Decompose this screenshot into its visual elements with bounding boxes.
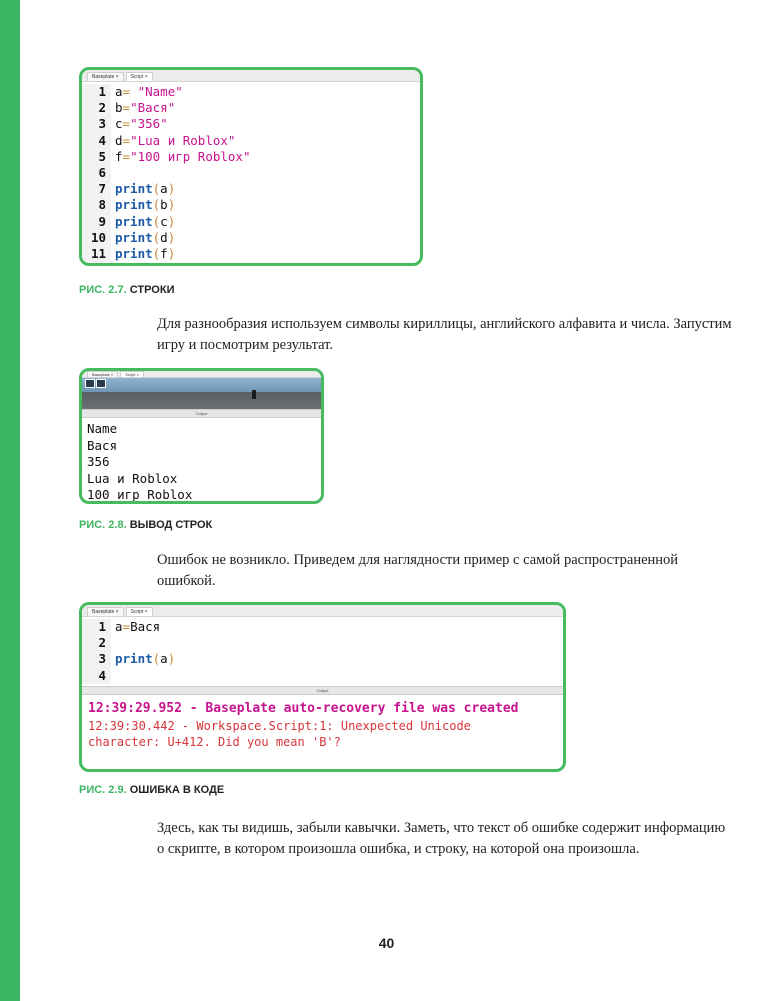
output-line: Вася [87, 437, 118, 453]
code-line[interactable] [82, 116, 420, 132]
code-text [111, 133, 235, 149]
code-line[interactable] [82, 133, 420, 149]
figure-title: СТРОКИ [129, 284, 175, 296]
code-token: "Вася" [130, 100, 176, 116]
code-token: f [115, 148, 123, 164]
editor-tabs [82, 605, 563, 617]
code-text [111, 197, 175, 213]
code-line[interactable] [82, 619, 563, 635]
code-token: ( [152, 197, 161, 213]
line-number: 11 [82, 246, 111, 262]
code-area[interactable] [82, 82, 420, 262]
line-number: 1 [82, 619, 111, 635]
code-token: a [160, 651, 168, 667]
paragraph-2: Ошибок не возникло. Приведем для наглядности пример с самой распространенной ошибкой. [157, 552, 679, 589]
error-figure-2-9 [79, 602, 566, 772]
editor-tabs [82, 371, 321, 378]
output-line: 356 [87, 454, 110, 469]
code-token: ( [152, 213, 161, 229]
code-line[interactable] [82, 230, 420, 246]
code-text [111, 230, 175, 246]
code-text [111, 214, 175, 230]
code-token: ( [152, 229, 161, 245]
code-token: "Name" [137, 84, 183, 99]
code-token: ) [167, 245, 176, 261]
code-line[interactable] [82, 165, 420, 181]
code-token: = [122, 84, 138, 99]
code-text [111, 149, 250, 165]
game-viewport[interactable] [82, 378, 321, 409]
code-line[interactable] [82, 635, 563, 651]
error-message-line: character: U+412. Did you mean 'B'? [88, 735, 341, 750]
output-line: Name [87, 421, 118, 436]
output-panel [82, 695, 563, 751]
code-token: a [160, 181, 168, 197]
code-token: "356" [130, 116, 168, 132]
code-token: print [115, 213, 153, 229]
code-token: print [115, 181, 153, 197]
code-text [111, 635, 115, 651]
figure-title: ОШИБКА В КОДЕ [129, 784, 225, 796]
tab-baseplate[interactable]: Baseplate × [87, 371, 118, 377]
code-token: ) [167, 213, 176, 229]
code-line[interactable] [82, 651, 563, 667]
code-token: c [115, 116, 123, 132]
code-text [111, 651, 175, 667]
code-text [111, 165, 115, 181]
code-text [111, 619, 160, 635]
tab-baseplate[interactable]: Baseplate × [87, 72, 124, 81]
code-text [111, 100, 175, 116]
output-panel-header: Output [82, 409, 321, 418]
line-number: 2 [82, 100, 111, 116]
code-line[interactable] [82, 149, 420, 165]
code-token: = [122, 100, 131, 116]
line-number: 3 [82, 116, 111, 132]
line-number: 5 [82, 149, 111, 165]
code-token: f [160, 245, 168, 261]
code-line[interactable] [82, 214, 420, 230]
figure-number: РИС. 2.8. [79, 519, 127, 531]
toolbar-button[interactable] [85, 379, 95, 388]
line-number: 2 [82, 635, 111, 651]
line-number: 3 [82, 651, 111, 667]
line-number: 10 [82, 230, 111, 246]
output-line: 100 игр Roblox [87, 487, 193, 502]
paragraph-1: Для разнообразия используем символы кириллицы, английского алфавита и числа. Запустим игру и посмотрим результат. [157, 316, 732, 353]
code-token: ) [167, 197, 176, 213]
code-editor-figure-2-7 [79, 67, 423, 266]
code-token: b [160, 197, 168, 213]
editor-tabs [82, 70, 420, 82]
code-line[interactable] [82, 181, 420, 197]
line-number: 7 [82, 181, 111, 197]
code-token: = [122, 148, 131, 164]
autosave-message: 12:39:29.952 - Baseplate auto-recovery file was created [88, 700, 519, 716]
code-text [111, 668, 115, 684]
code-text [111, 246, 175, 262]
code-token: "100 игр Roblox" [130, 148, 251, 164]
figure-number: РИС. 2.9. [79, 784, 127, 796]
code-token: = [122, 116, 131, 132]
code-token: c [160, 213, 168, 229]
figure-caption-2-9 [79, 784, 224, 796]
code-text [111, 84, 183, 100]
code-line[interactable] [82, 84, 420, 100]
output-figure-2-8 [79, 368, 324, 504]
tab-script[interactable]: Script × [120, 371, 144, 377]
player-avatar [252, 390, 256, 399]
line-number: 6 [82, 165, 111, 181]
code-token: d [160, 229, 168, 245]
figure-caption-2-8 [79, 519, 212, 531]
code-token: print [115, 197, 153, 213]
code-line[interactable] [82, 246, 420, 262]
code-token: print [115, 651, 153, 667]
toolbar-button[interactable] [96, 379, 106, 388]
code-token: print [115, 229, 153, 245]
output-panel-header: Output [82, 686, 563, 695]
code-text [111, 116, 168, 132]
code-token: ) [167, 651, 176, 667]
code-token: "Lua и Roblox" [130, 132, 236, 148]
tab-script[interactable]: Script × [126, 72, 153, 81]
page-number: 40 [378, 935, 395, 951]
line-number: 8 [82, 197, 111, 213]
code-line[interactable] [82, 668, 563, 684]
code-line[interactable] [82, 100, 420, 116]
code-token: ) [167, 229, 176, 245]
code-token: b [115, 100, 123, 116]
figure-number: РИС. 2.7. [79, 284, 127, 296]
output-panel [82, 418, 321, 504]
line-number: 1 [82, 84, 111, 100]
line-number: 4 [82, 133, 111, 149]
line-number: 4 [82, 668, 111, 684]
code-token: = [122, 132, 131, 148]
page-edge-bar [0, 0, 20, 1001]
figure-title: ВЫВОД СТРОК [129, 519, 213, 531]
line-number: 9 [82, 214, 111, 230]
figure-caption-2-7 [79, 284, 174, 296]
code-token: ( [152, 651, 161, 667]
code-token: d [115, 132, 123, 148]
code-area[interactable] [82, 617, 563, 684]
code-token: ) [167, 181, 176, 197]
paragraph-3: Здесь, как ты видишь, забыли кавычки. Заметь, что текст об ошибке содержит информацию о скрипте, в котором произошла ошибка, и строку, на которой она произошла. [157, 820, 726, 857]
code-line[interactable] [82, 197, 420, 213]
output-line: Lua и Roblox [87, 470, 178, 486]
code-token: print [115, 245, 153, 261]
tab-script[interactable]: Script × [126, 607, 153, 616]
code-token: a [115, 619, 123, 634]
code-token: ( [152, 181, 161, 197]
code-token: a [115, 84, 123, 99]
error-message-line: 12:39:30.442 - Workspace.Script:1: Unexpected Unicode [88, 718, 471, 733]
code-token: = [122, 619, 131, 634]
tab-baseplate[interactable]: Baseplate × [87, 607, 124, 616]
code-token: Вася [130, 619, 161, 634]
code-token: ( [152, 245, 161, 261]
code-text [111, 181, 175, 197]
